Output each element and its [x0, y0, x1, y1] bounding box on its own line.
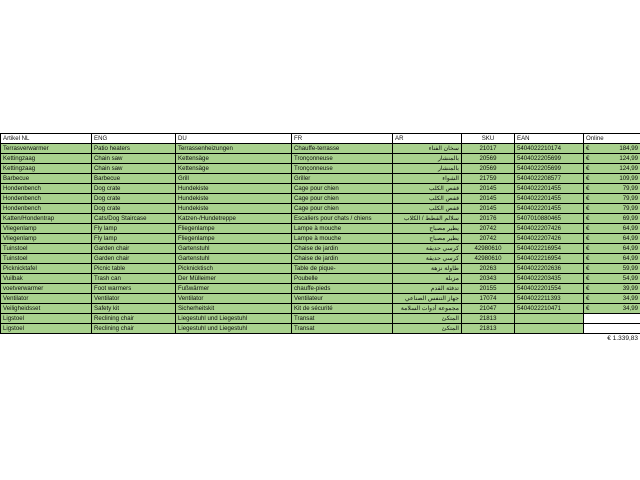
- cell-nl[interactable]: Kettingzaag: [1, 154, 92, 164]
- cell-sku[interactable]: 20569: [462, 164, 515, 174]
- cell-du[interactable]: Der Mülleimer: [176, 274, 292, 284]
- cell-fr[interactable]: Escaliers pour chats / chiens: [292, 214, 393, 224]
- cell-ean[interactable]: 5404022201455: [515, 184, 584, 194]
- cell-nl[interactable]: Hondenbench: [1, 194, 92, 204]
- cell-nl[interactable]: Katten/Hondentrap: [1, 214, 92, 224]
- cell-online[interactable]: [584, 144, 640, 154]
- cell-du[interactable]: Katzen-/Hundetreppe: [176, 214, 292, 224]
- cell-ean[interactable]: [515, 324, 584, 334]
- cell-fr[interactable]: Kit de sécurité: [292, 304, 393, 314]
- currency-symbol: €: [586, 185, 590, 192]
- currency-symbol: €: [586, 305, 590, 312]
- currency-symbol: €: [586, 235, 590, 242]
- cell-fr[interactable]: Cage pour chien: [292, 184, 393, 194]
- table-row: [1, 324, 640, 334]
- currency-symbol: €: [586, 225, 590, 232]
- cell-fr[interactable]: Cage pour chien: [292, 194, 393, 204]
- cell-online[interactable]: [584, 324, 640, 334]
- header-cell-du[interactable]: DU: [176, 134, 292, 144]
- price-amount: 39,99: [622, 285, 638, 292]
- price-amount: 54,99: [622, 275, 638, 282]
- cell-sku[interactable]: 20176: [462, 214, 515, 224]
- cell-du[interactable]: Kettensäge: [176, 164, 292, 174]
- cell-eng[interactable]: Foot warmers: [92, 284, 176, 294]
- currency-symbol: €: [586, 175, 590, 182]
- cell-ar[interactable]: كرسي حديقة: [393, 244, 462, 254]
- cell-du[interactable]: Hundekiste: [176, 184, 292, 194]
- table-row: [1, 154, 640, 164]
- cell-ar[interactable]: سخان الفناء: [393, 144, 462, 154]
- cell-ean[interactable]: 5404022210471: [515, 304, 584, 314]
- cell-du[interactable]: Fliegenlampe: [176, 234, 292, 244]
- cell-sku[interactable]: 20263: [462, 264, 515, 274]
- price-amount: 124,99: [619, 165, 638, 172]
- table-row: [1, 274, 640, 284]
- cell-sku[interactable]: 20145: [462, 194, 515, 204]
- cell-sku[interactable]: 21759: [462, 174, 515, 184]
- cell-online[interactable]: [584, 194, 640, 204]
- cell-sku[interactable]: 20742: [462, 224, 515, 234]
- cell-online[interactable]: [584, 174, 640, 184]
- cell-fr[interactable]: Griller: [292, 174, 393, 184]
- header-cell-sku[interactable]: SKU: [462, 134, 515, 144]
- cell-ar[interactable]: المتكئ: [393, 324, 462, 334]
- cell-sku[interactable]: 20155: [462, 284, 515, 294]
- table-row: [1, 284, 640, 294]
- cell-ean[interactable]: 5404022216954: [515, 254, 584, 264]
- cell-eng[interactable]: Dog crate: [92, 194, 176, 204]
- cell-online[interactable]: [584, 274, 640, 284]
- header-row: [1, 134, 640, 144]
- cell-ar[interactable]: بالمنشار: [393, 154, 462, 164]
- cell-nl[interactable]: Hondenbench: [1, 184, 92, 194]
- cell-fr[interactable]: Transat: [292, 324, 393, 334]
- cell-sku[interactable]: 17074: [462, 294, 515, 304]
- cell-sku[interactable]: 21813: [462, 324, 515, 334]
- cell-sku[interactable]: 21047: [462, 304, 515, 314]
- cell-ar[interactable]: جهاز التنفس الصناعي: [393, 294, 462, 304]
- header-cell-online[interactable]: Online: [584, 134, 640, 144]
- currency-symbol: €: [586, 265, 590, 272]
- cell-online[interactable]: [584, 264, 640, 274]
- table-row: [1, 194, 640, 204]
- header-cell-ar[interactable]: AR: [393, 134, 462, 144]
- cell-ean[interactable]: 5404022201455: [515, 194, 584, 204]
- header-cell-ean[interactable]: EAN: [515, 134, 584, 144]
- cell-online[interactable]: [584, 284, 640, 294]
- cell-eng[interactable]: Garden chair: [92, 254, 176, 264]
- cell-nl[interactable]: Ligstoel: [1, 324, 92, 334]
- cell-sku[interactable]: 20569: [462, 154, 515, 164]
- price-amount: 79,99: [622, 185, 638, 192]
- price-amount: 34,99: [622, 305, 638, 312]
- cell-nl[interactable]: Vuilbak: [1, 274, 92, 284]
- table-row: [1, 204, 640, 214]
- cell-nl[interactable]: Kettingzaag: [1, 164, 92, 174]
- table-row: [1, 174, 640, 184]
- cell-sku[interactable]: 20145: [462, 204, 515, 214]
- price-amount: 79,99: [622, 205, 638, 212]
- table-row: [1, 264, 640, 274]
- cell-ean[interactable]: 5404022216954: [515, 244, 584, 254]
- cell-fr[interactable]: Chauffe-terrasse: [292, 144, 393, 154]
- header-cell-nl[interactable]: Artikel NL: [1, 134, 92, 144]
- cell-eng[interactable]: Garden chair: [92, 244, 176, 254]
- price-amount: 184,99: [619, 145, 638, 152]
- cell-sku[interactable]: 21813: [462, 314, 515, 324]
- table-row: [1, 294, 640, 304]
- cell-nl[interactable]: Picknicktafel: [1, 264, 92, 274]
- table-row: [1, 304, 640, 314]
- price-amount: 64,99: [622, 255, 638, 262]
- cell-ean[interactable]: 5404022202636: [515, 264, 584, 274]
- table-row: [1, 254, 640, 264]
- cell-fr[interactable]: Lampe à mouche: [292, 234, 393, 244]
- currency-symbol: €: [586, 165, 590, 172]
- price-amount: 109,99: [619, 175, 638, 182]
- total-price[interactable]: € 1.339,83: [607, 335, 638, 342]
- cell-eng[interactable]: Fly lamp: [92, 224, 176, 234]
- cell-du[interactable]: Gartenstuhl: [176, 254, 292, 264]
- cell-eng[interactable]: Cats/Dog Staircase: [92, 214, 176, 224]
- cell-online[interactable]: [584, 164, 640, 174]
- table-row: [1, 224, 640, 234]
- cell-ar[interactable]: كرسي حديقة: [393, 254, 462, 264]
- price-amount: 64,99: [622, 245, 638, 252]
- cell-ar[interactable]: يطير مصباح: [393, 224, 462, 234]
- currency-symbol: €: [586, 275, 590, 282]
- cell-du[interactable]: Liegestuhl und Liegestuhl: [176, 314, 292, 324]
- cell-eng[interactable]: Dog crate: [92, 184, 176, 194]
- cell-online[interactable]: [584, 314, 640, 324]
- price-amount: 34,99: [622, 295, 638, 302]
- cell-ean[interactable]: 5404022201455: [515, 204, 584, 214]
- cell-fr[interactable]: Lampe à mouche: [292, 224, 393, 234]
- cell-sku[interactable]: 20343: [462, 274, 515, 284]
- cell-nl[interactable]: voetverwarmer: [1, 284, 92, 294]
- cell-ar[interactable]: تدفئة القدم: [393, 284, 462, 294]
- cell-eng[interactable]: Dog crate: [92, 204, 176, 214]
- table-row: [1, 244, 640, 254]
- cell-eng[interactable]: Reclining chair: [92, 324, 176, 334]
- cell-online[interactable]: [584, 224, 640, 234]
- cell-du[interactable]: Ventilator: [176, 294, 292, 304]
- cell-fr[interactable]: Tronçonneuse: [292, 154, 393, 164]
- cell-nl[interactable]: Hondenbench: [1, 204, 92, 214]
- currency-symbol: €: [586, 195, 590, 202]
- cell-sku[interactable]: 42980610: [462, 244, 515, 254]
- cell-online[interactable]: [584, 254, 640, 264]
- cell-online[interactable]: [584, 184, 640, 194]
- cell-nl[interactable]: Ligstoel: [1, 314, 92, 324]
- product-table: [0, 133, 640, 334]
- cell-ean[interactable]: 5404022210174: [515, 144, 584, 154]
- cell-fr[interactable]: Ventilateur: [292, 294, 393, 304]
- currency-symbol: €: [586, 255, 590, 262]
- cell-fr[interactable]: Table de pique-: [292, 264, 393, 274]
- cell-fr[interactable]: Transat: [292, 314, 393, 324]
- cell-eng[interactable]: Ventilator: [92, 294, 176, 304]
- cell-ean[interactable]: 5404022208577: [515, 174, 584, 184]
- cell-nl[interactable]: Barbecue: [1, 174, 92, 184]
- cell-du[interactable]: Gartenstuhl: [176, 244, 292, 254]
- cell-eng[interactable]: Patio heaters: [92, 144, 176, 154]
- cell-fr[interactable]: Chaise de jardin: [292, 244, 393, 254]
- cell-online[interactable]: [584, 304, 640, 314]
- cell-nl[interactable]: Vliegenlamp: [1, 224, 92, 234]
- cell-fr[interactable]: Cage pour chien: [292, 204, 393, 214]
- price-amount: 59,99: [622, 265, 638, 272]
- cell-sku[interactable]: 20145: [462, 184, 515, 194]
- cell-sku[interactable]: 20742: [462, 234, 515, 244]
- cell-ar[interactable]: المتكئ: [393, 314, 462, 324]
- cell-sku[interactable]: 21017: [462, 144, 515, 154]
- table-row: [1, 184, 640, 194]
- price-amount: 79,99: [622, 195, 638, 202]
- cell-ar[interactable]: طاولة نزهة: [393, 264, 462, 274]
- cell-du[interactable]: Kettensäge: [176, 154, 292, 164]
- price-amount: 69,99: [622, 215, 638, 222]
- cell-eng[interactable]: Chain saw: [92, 164, 176, 174]
- cell-fr[interactable]: Chaise de jardin: [292, 254, 393, 264]
- cell-du[interactable]: Grill: [176, 174, 292, 184]
- currency-symbol: €: [586, 295, 590, 302]
- currency-symbol: €: [586, 285, 590, 292]
- cell-du[interactable]: Hundekiste: [176, 204, 292, 214]
- cell-ar[interactable]: مزبلة: [393, 274, 462, 284]
- table-row: [1, 234, 640, 244]
- cell-ean[interactable]: 5404022207426: [515, 224, 584, 234]
- cell-online[interactable]: [584, 154, 640, 164]
- cell-ean[interactable]: 5407010880465: [515, 214, 584, 224]
- cell-ean[interactable]: 5404022205699: [515, 154, 584, 164]
- currency-symbol: €: [586, 215, 590, 222]
- cell-ar[interactable]: الشواء: [393, 174, 462, 184]
- cell-eng[interactable]: Reclining chair: [92, 314, 176, 324]
- cell-eng[interactable]: Trash can: [92, 274, 176, 284]
- table-row: [1, 214, 640, 224]
- currency-symbol: €: [586, 155, 590, 162]
- cell-ean[interactable]: 5404022203435: [515, 274, 584, 284]
- cell-ar[interactable]: مجموعة أدوات السلامة: [393, 304, 462, 314]
- price-amount: 64,99: [622, 225, 638, 232]
- cell-online[interactable]: [584, 294, 640, 304]
- cell-eng[interactable]: Safety kit: [92, 304, 176, 314]
- cell-nl[interactable]: Ventilator: [1, 294, 92, 304]
- cell-eng[interactable]: Fly lamp: [92, 234, 176, 244]
- cell-ean[interactable]: 5404022201554: [515, 284, 584, 294]
- cell-du[interactable]: Terrassenheizungen: [176, 144, 292, 154]
- header-cell-fr[interactable]: FR: [292, 134, 393, 144]
- cell-du[interactable]: Fußwärmer: [176, 284, 292, 294]
- cell-ean[interactable]: 5404022211393: [515, 294, 584, 304]
- cell-eng[interactable]: Barbecue: [92, 174, 176, 184]
- cell-nl[interactable]: Terrasverwarmer: [1, 144, 92, 154]
- cell-online[interactable]: [584, 214, 640, 224]
- table-row: [1, 144, 640, 154]
- currency-symbol: €: [586, 245, 590, 252]
- cell-fr[interactable]: Tronçonneuse: [292, 164, 393, 174]
- cell-sku[interactable]: 42980610: [462, 254, 515, 264]
- cell-du[interactable]: Fliegenlampe: [176, 224, 292, 234]
- cell-fr[interactable]: chauffe-pieds: [292, 284, 393, 294]
- cell-ar[interactable]: يطير مصباح: [393, 234, 462, 244]
- cell-du[interactable]: Picknicktisch: [176, 264, 292, 274]
- cell-nl[interactable]: Tuinstoel: [1, 254, 92, 264]
- cell-ean[interactable]: 5404022207426: [515, 234, 584, 244]
- cell-du[interactable]: Hundekiste: [176, 194, 292, 204]
- table-row: [1, 314, 640, 324]
- header-cell-eng[interactable]: ENG: [92, 134, 176, 144]
- cell-nl[interactable]: Vliegenlamp: [1, 234, 92, 244]
- cell-du[interactable]: Liegestuhl und Liegestuhl: [176, 324, 292, 334]
- price-amount: 124,99: [619, 155, 638, 162]
- cell-ar[interactable]: بالمنشار: [393, 164, 462, 174]
- price-amount: 64,99: [622, 235, 638, 242]
- cell-nl[interactable]: Veiligheidsset: [1, 304, 92, 314]
- cell-online[interactable]: [584, 204, 640, 214]
- cell-eng[interactable]: Chain saw: [92, 154, 176, 164]
- cell-du[interactable]: Sicherheitskit: [176, 304, 292, 314]
- cell-ar[interactable]: قفص الكلب: [393, 184, 462, 194]
- currency-symbol: €: [586, 205, 590, 212]
- cell-ean[interactable]: 5404022205699: [515, 164, 584, 174]
- currency-symbol: €: [586, 145, 590, 152]
- cell-online[interactable]: [584, 244, 640, 254]
- cell-nl[interactable]: Tuinstoel: [1, 244, 92, 254]
- cell-online[interactable]: [584, 234, 640, 244]
- table-row: [1, 164, 640, 174]
- cell-ar[interactable]: سلالم القطط / الكلاب: [393, 214, 462, 224]
- cell-ar[interactable]: قفص الكلب: [393, 194, 462, 204]
- cell-ean[interactable]: [515, 314, 584, 324]
- cell-ar[interactable]: قفص الكلب: [393, 204, 462, 214]
- cell-eng[interactable]: Picnic table: [92, 264, 176, 274]
- cell-fr[interactable]: Poubelle: [292, 274, 393, 284]
